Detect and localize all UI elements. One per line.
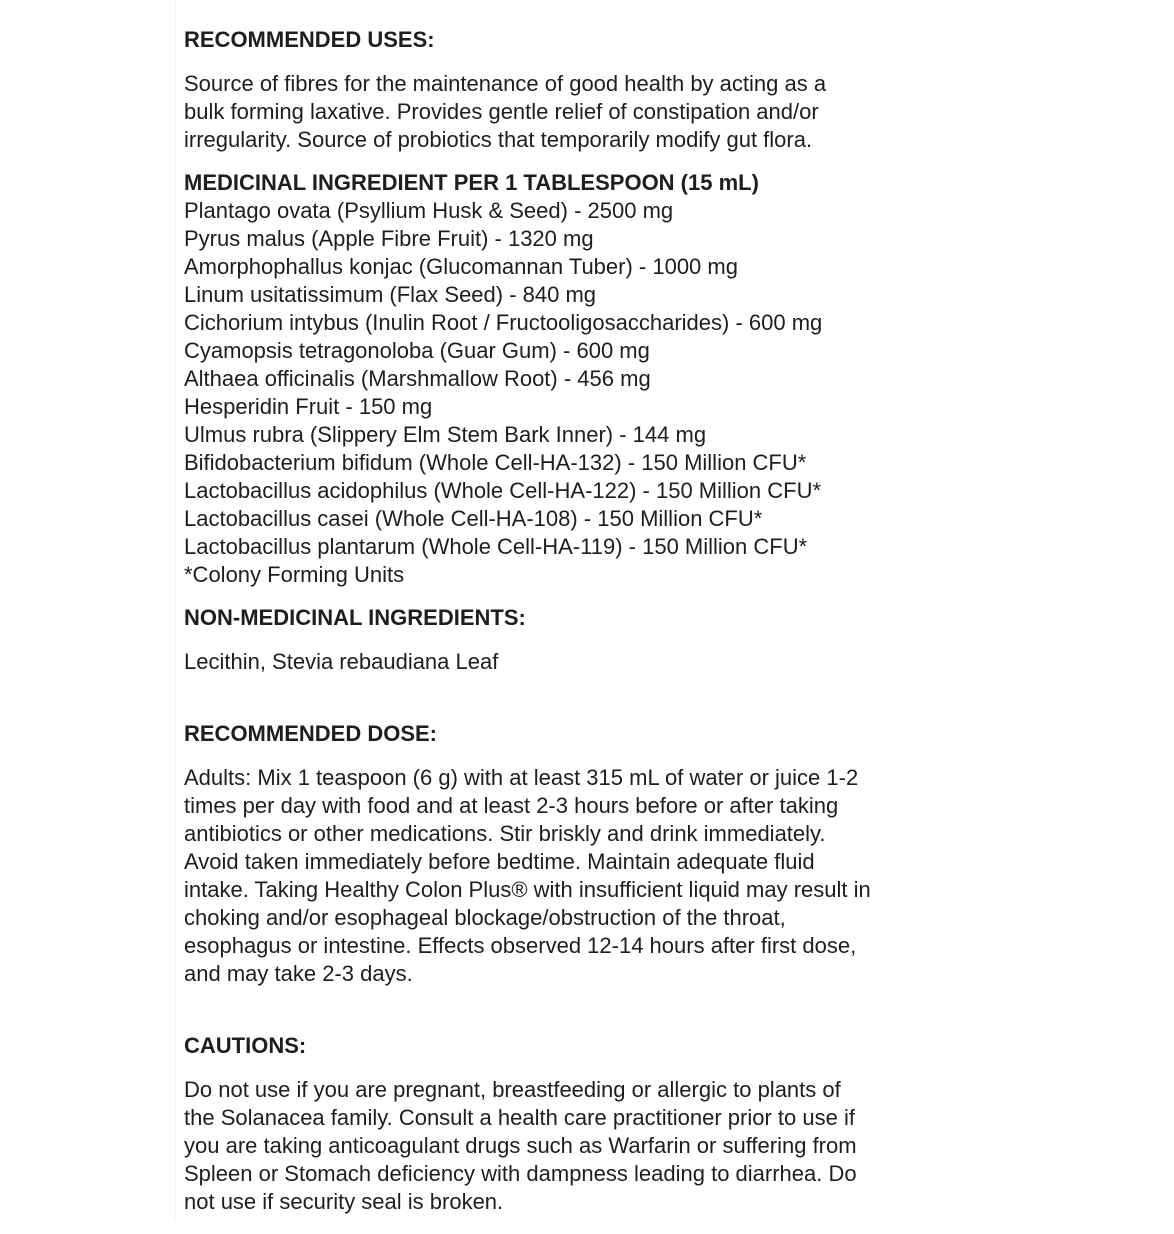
ingredient-item: Bifidobacterium bifidum (Whole Cell-HA-132) - 150 Million CFU* <box>184 450 807 475</box>
cautions-heading: CAUTIONS: <box>184 1033 307 1058</box>
recommended-dose-text <box>184 764 871 988</box>
cautions-line: you are taking anticoagulant drugs such as Warfarin or suffering from <box>184 1133 857 1158</box>
ingredient-item: Althaea officinalis (Marshmallow Root) - 456 mg <box>184 366 651 391</box>
ingredient-item: Lactobacillus acidophilus (Whole Cell-HA-122) - 150 Million CFU* <box>184 478 822 503</box>
ingredient-item: Lactobacillus casei (Whole Cell-HA-108) - 150 Million CFU* <box>184 506 763 531</box>
dose-line: choking and/or esophageal blockage/obstruction of the throat, <box>184 905 786 930</box>
cfu-footnote: *Colony Forming Units <box>184 562 405 587</box>
medicinal-ingredient-list <box>184 197 822 589</box>
dose-line: Avoid taken immediately before bedtime. Maintain adequate fluid <box>184 849 815 874</box>
non-medicinal-heading: NON-MEDICINAL INGREDIENTS: <box>184 605 526 630</box>
recommended-uses-text <box>184 70 826 154</box>
dose-line: intake. Taking Healthy Colon Plus® with insufficient liquid may result in <box>184 877 871 902</box>
cautions-line: not use if security seal is broken. <box>184 1189 504 1214</box>
dose-line: and may take 2-3 days. <box>184 961 413 986</box>
cautions-text <box>184 1076 857 1216</box>
uses-line: irregularity. Source of probiotics that temporarily modify gut flora. <box>184 127 813 152</box>
ingredient-item: Lactobacillus plantarum (Whole Cell-HA-119) - 150 Million CFU* <box>184 534 808 559</box>
dose-line: times per day with food and at least 2-3 hours before or after taking <box>184 793 839 818</box>
recommended-uses-heading: RECOMMENDED USES: <box>184 27 435 52</box>
dose-line: antibiotics or other medications. Stir briskly and drink immediately. <box>184 821 826 846</box>
dose-line: Adults: Mix 1 teaspoon (6 g) with at least 315 mL of water or juice 1-2 <box>184 765 859 790</box>
uses-line: Source of fibres for the maintenance of good health by acting as a <box>184 71 827 96</box>
dose-line: esophagus or intestine. Effects observed 12-14 hours after first dose, <box>184 933 857 958</box>
ingredient-item: Plantago ovata (Psyllium Husk & Seed) - 2500 mg <box>184 198 674 223</box>
medicinal-ingredient-heading: MEDICINAL INGREDIENT PER 1 TABLESPOON (15 mL) <box>184 170 759 195</box>
cautions-line: the Solanacea family. Consult a health care practitioner prior to use if <box>184 1105 855 1130</box>
ingredient-item: Hesperidin Fruit - 150 mg <box>184 394 433 419</box>
ingredient-item: Pyrus malus (Apple Fibre Fruit) - 1320 mg <box>184 226 594 251</box>
ingredient-item: Ulmus rubra (Slippery Elm Stem Bark Inner) - 144 mg <box>184 422 707 447</box>
ingredient-item: Cichorium intybus (Inulin Root / Fructooligosaccharides) - 600 mg <box>184 310 823 335</box>
non-medicinal-text: Lecithin, Stevia rebaudiana Leaf <box>184 649 499 674</box>
cautions-line: Do not use if you are pregnant, breastfeeding or allergic to plants of <box>184 1077 841 1102</box>
ingredient-item: Linum usitatissimum (Flax Seed) - 840 mg <box>184 282 597 307</box>
ingredient-item: Cyamopsis tetragonoloba (Guar Gum) - 600 mg <box>184 338 650 363</box>
ingredient-item: Amorphophallus konjac (Glucomannan Tuber) - 1000 mg <box>184 254 738 279</box>
recommended-dose-heading: RECOMMENDED DOSE: <box>184 721 438 746</box>
cautions-line: Spleen or Stomach deficiency with dampness leading to diarrhea. Do <box>184 1161 857 1186</box>
left-edge-divider <box>175 0 176 1220</box>
uses-line: bulk forming laxative. Provides gentle relief of constipation and/or <box>184 99 819 124</box>
